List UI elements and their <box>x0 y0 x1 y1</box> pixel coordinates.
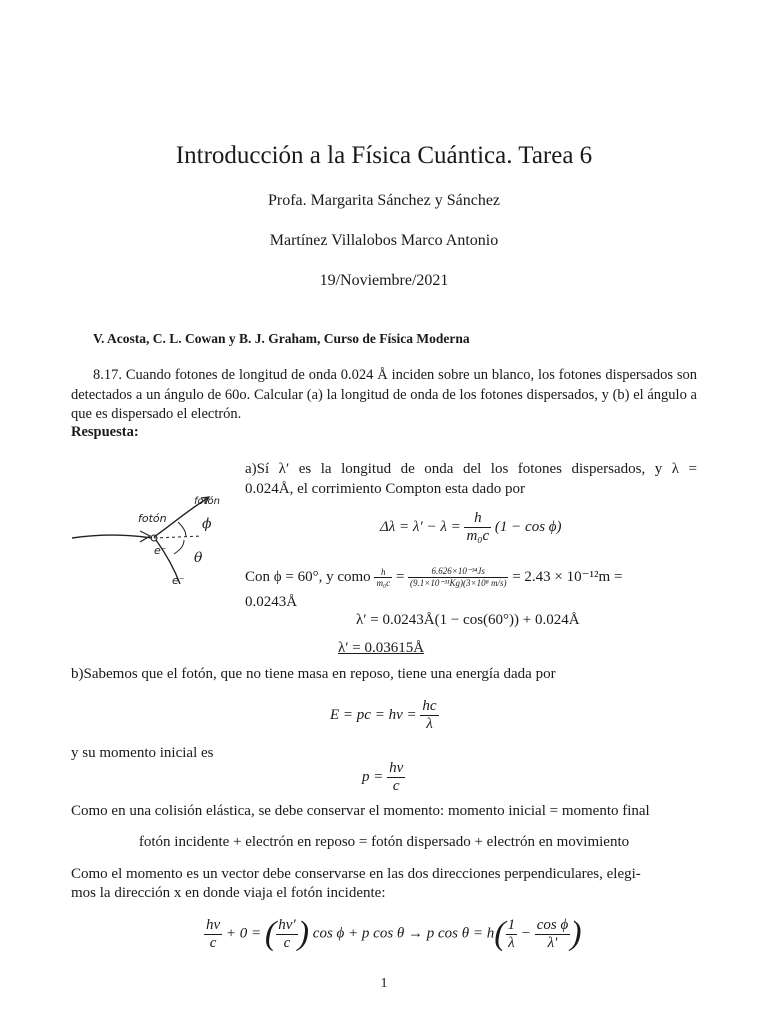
final-frac-a <box>204 917 222 952</box>
problem-statement: 8.17. Cuando fotones de longitud de onda 0.024 Å inciden sobre un blanco, los fotones dispersados son detectados a un ángulo de 60o. Calcular (a) la longitud de onda de los fotones dispersados, y (b) el ángulo a que es dispersado el electrón. <box>71 367 697 422</box>
final-c-den: c <box>283 934 291 951</box>
energy-frac <box>420 698 438 733</box>
label-electron-out: e⁻ <box>172 574 185 587</box>
label-photon-in: fotón <box>138 512 167 525</box>
final-a-den: c <box>209 934 217 951</box>
student-name: Martínez Villalobos Marco Antonio <box>269 232 499 249</box>
energy-num: hc <box>422 698 437 714</box>
phi-arc <box>178 522 186 537</box>
final-g-den: λ′ <box>547 934 558 951</box>
final-a-num: hν <box>206 916 221 933</box>
paren-close-2: ) <box>570 915 582 952</box>
label-electron-rest: e⁻ <box>154 544 167 557</box>
professor-name: Profa. Margarita Sánchez y Sánchez <box>267 192 501 209</box>
part-b-intro: b)Sabemos que el fotón, que no tiene masa en reposo, tiene una energía dada por <box>71 666 556 682</box>
final-frac-e <box>506 917 518 952</box>
final-e-num: 1 <box>507 916 516 933</box>
con-frac-den: m₀c <box>376 578 391 588</box>
page-number: 1 <box>380 976 388 991</box>
con-value-num: 6.626×10⁻³⁴Js <box>408 566 508 578</box>
final-momentum-equation <box>204 915 582 953</box>
compton-diagram <box>70 488 230 590</box>
compton-equation <box>380 510 562 545</box>
con-prefix: Con ϕ = 60°, y como <box>245 568 371 585</box>
paren-open-1: ( <box>264 915 277 952</box>
momentum-equation <box>362 760 405 795</box>
con-eq: = <box>395 568 405 585</box>
incident-photon-line <box>72 535 152 538</box>
p-num: hν <box>389 760 404 776</box>
con-frac-num: h <box>374 567 392 578</box>
p-den: c <box>392 778 400 794</box>
energy-equation <box>330 698 439 733</box>
eq1-den: m₀c <box>466 528 490 544</box>
paren-close-1: ) <box>297 915 310 952</box>
con-result: = 2.43 × 10⁻¹²m = <box>512 568 623 585</box>
eq1-left: Δλ = λ′ − λ = <box>380 518 461 535</box>
con-value-frac <box>408 566 508 589</box>
final-frac-c <box>276 917 297 952</box>
p-frac <box>387 760 405 795</box>
page-title: Introducción a la Física Cuántica. Tarea 6 <box>175 142 593 169</box>
conservation-equation: fotón incidente + electrón en reposo = fotón dispersado + electrón en movimiento <box>138 834 630 850</box>
final-b: + 0 = <box>225 925 262 942</box>
momentum-text: y su momento inicial es <box>71 745 214 761</box>
document-date: 19/Noviembre/2021 <box>319 272 449 289</box>
vector-text-2: mos la dirección x en donde viaja el fotón incidente: <box>71 885 386 901</box>
con-line <box>245 566 622 589</box>
label-phi: ϕ <box>202 516 212 532</box>
theta-arc <box>174 540 184 554</box>
final-c-num: hν′ <box>278 916 296 933</box>
final-f: − <box>520 925 531 942</box>
part-a-line2: 0.024Å, el corrimiento Compton esta dado por <box>245 481 525 497</box>
answer-label: Respuesta: <box>71 424 139 440</box>
final-g-num: cos ϕ <box>536 916 569 933</box>
final-d: cos ϕ + p cos θ → p cos θ = h <box>312 925 495 942</box>
paren-open-2: ( <box>494 915 506 952</box>
energy-den: λ <box>426 716 433 732</box>
label-theta: θ <box>194 550 203 566</box>
con-result-2: 0.0243Å <box>245 594 298 610</box>
reference-heading: V. Acosta, C. L. Cowan y B. J. Graham, Curso de Física Moderna <box>93 331 470 346</box>
vector-text-1: Como el momento es un vector debe conservarse en las dos direcciones perpendiculares, elegi- <box>71 866 641 882</box>
p-left: p = <box>362 768 384 785</box>
con-value-den: (9.1×10⁻³¹Kg)(3×10⁸ m/s) <box>410 578 507 588</box>
eq1-fraction <box>464 510 491 545</box>
eq1-num: h <box>464 510 491 528</box>
lambda-prime-result: λ′ = 0.03615Å <box>338 640 425 656</box>
conservation-text: Como en una colisión elástica, se debe conservar el momento: momento inicial = momento final <box>71 803 650 819</box>
part-a-line1: a)Sí λ′ es la longitud de onda del los fotones dispersados, y λ = <box>245 461 697 477</box>
energy-left: E = pc = hν = <box>330 706 417 723</box>
con-frac <box>374 567 392 588</box>
eq1-right: (1 − cos ϕ) <box>494 518 562 535</box>
label-photon-out: fotón <box>194 496 221 507</box>
reference-dash-line <box>154 536 202 538</box>
lambda-prime-equation: λ′ = 0.0243Å(1 − cos(60°)) + 0.024Å <box>356 612 580 628</box>
final-frac-g <box>535 917 571 952</box>
final-e-den: λ <box>508 934 515 951</box>
